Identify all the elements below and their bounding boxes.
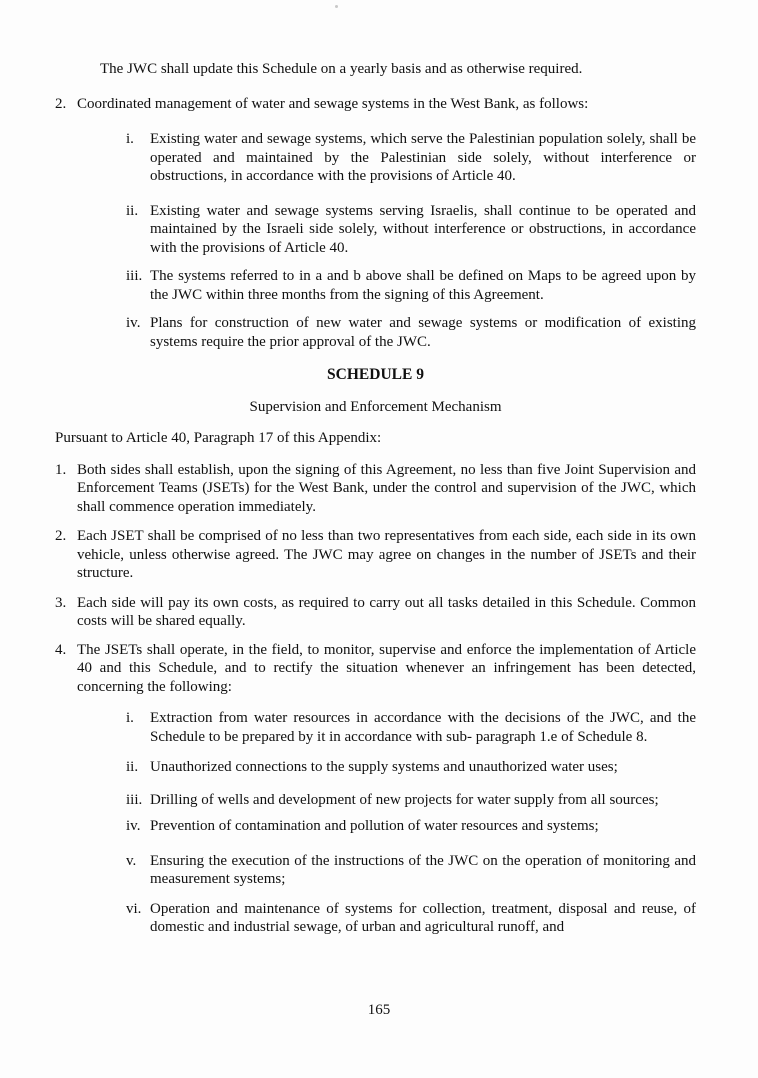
item-marker: v. — [126, 852, 137, 869]
item-text: Existing water and sewage systems serving Israelis, shall continue to be operated and maintained by the Israeli side solely, without interference or obstructions, in accordance with the provisions of Article 40. — [150, 202, 696, 256]
item-marker: iii. — [126, 791, 143, 808]
item-marker: 2. — [55, 95, 67, 112]
intro-paragraph: The JWC shall update this Schedule on a yearly basis and as otherwise required. — [100, 61, 583, 77]
item-marker: i. — [126, 131, 134, 147]
item-text: Each side will pay its own costs, as required to carry out all tasks detailed in this Schedule. Common costs will be shared equally. — [77, 594, 696, 629]
item-marker: iii. — [126, 268, 143, 284]
scan-artifact-dot — [335, 5, 338, 8]
item-text: Each JSET shall be comprised of no less than two representatives from each side, each side in its own vehicle, unless otherwise agreed. The JWC may agree on changes in the number of JSETs and their structure. — [77, 528, 696, 581]
numbered-item-2b — [55, 527, 696, 583]
item-marker: ii. — [126, 759, 139, 775]
item-text: Existing water and sewage systems, which serve the Palestinian population solely, shall be operated and maintained by the Palestinian side solely, without interference or obstructions, in accordance with the provisions of Article 40. — [150, 131, 696, 184]
item-marker: iv. — [126, 818, 141, 834]
sub-item-iv — [55, 817, 696, 836]
numbered-item-1 — [55, 461, 696, 517]
schedule-title: SCHEDULE 9 — [327, 366, 424, 383]
item-marker: 1. — [55, 461, 67, 478]
item-text: The systems referred to in a and b above shall be defined on Maps to be agreed upon by the JWC within three months from the signing of this Agreement. — [150, 268, 696, 303]
numbered-item-3 — [55, 594, 696, 631]
item-marker: 3. — [55, 594, 67, 611]
item-marker: 4. — [55, 641, 67, 658]
item-text: The JSETs shall operate, in the field, to monitor, supervise and enforce the implementation of Article 40 and this Schedule, and to rectify the situation whenever an infringement has been detected, concerning the following: — [77, 641, 696, 695]
numbered-item-2 — [55, 95, 696, 114]
item-text: Plans for construction of new water and sewage systems or modification of existing systems require the prior approval of the JWC. — [150, 315, 696, 350]
sub-item-iii — [55, 791, 696, 810]
item-text: Drilling of wells and development of new projects for water supply from all sources; — [150, 791, 659, 808]
item-text: Ensuring the execution of the instructions of the JWC on the operation of monitoring and measurement systems; — [150, 852, 696, 887]
page-number: 165 — [367, 1002, 391, 1018]
page-content — [55, 60, 696, 937]
sub-item-vi — [55, 900, 696, 937]
sub-item-v — [55, 852, 696, 889]
item-text: Operation and maintenance of systems for collection, treatment, disposal and reuse, of domestic and industrial sewage, of urban and agricultural runoff, and — [150, 900, 696, 935]
sub-item-i — [55, 130, 696, 186]
sub-item-ii — [55, 758, 696, 777]
sub-item-i — [55, 709, 696, 746]
numbered-item-4 — [55, 641, 696, 697]
item-text: Extraction from water resources in accordance with the decisions of the JWC, and the Schedule to be prepared by it in accordance with sub- paragraph 1.e of Schedule 8. — [150, 710, 696, 745]
item-text: Coordinated management of water and sewage systems in the West Bank, as follows: — [77, 95, 589, 112]
schedule-subtitle: Supervision and Enforcement Mechanism — [249, 398, 502, 415]
item-marker: 2. — [55, 528, 67, 544]
item-text: Both sides shall establish, upon the signing of this Agreement, no less than five Joint Supervision and Enforcement Teams (JSETs) for the West Bank, under the control and supervision of the JWC, which shall commence operation immediately. — [77, 461, 696, 515]
item-marker: vi. — [126, 900, 142, 917]
item-text: Unauthorized connections to the supply systems and unauthorized water uses; — [150, 759, 618, 775]
sub-item-iii — [55, 267, 696, 304]
item-marker: i. — [126, 710, 134, 726]
sub-item-iv — [55, 314, 696, 351]
item-marker: iv. — [126, 315, 141, 331]
item-text: Prevention of contamination and pollution of water resources and systems; — [150, 818, 599, 834]
sub-item-ii — [55, 202, 696, 258]
item-marker: ii. — [126, 202, 139, 219]
lead-paragraph: Pursuant to Article 40, Paragraph 17 of this Appendix: — [55, 430, 382, 446]
